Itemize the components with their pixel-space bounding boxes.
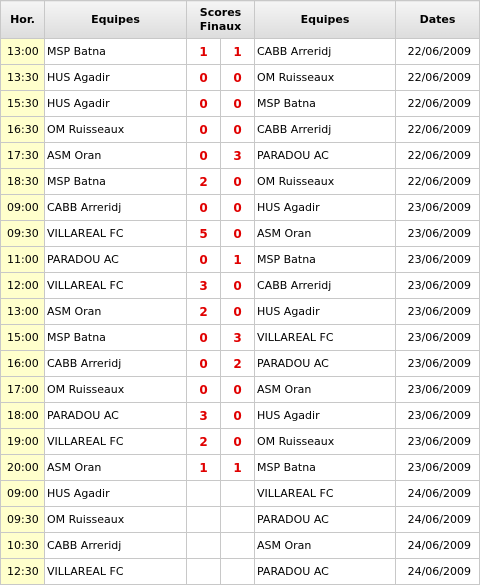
home-team: ASM Oran: [45, 143, 187, 169]
match-date: 23/06/2009: [396, 429, 480, 455]
home-score: 0: [187, 351, 221, 377]
table-row: [1, 195, 480, 221]
table-row: [1, 273, 480, 299]
match-date: 22/06/2009: [396, 169, 480, 195]
home-team: PARADOU AC: [45, 247, 187, 273]
away-team: OM Ruisseaux: [255, 429, 396, 455]
away-score: 1: [221, 455, 255, 481]
match-hour: 20:00: [1, 455, 45, 481]
header-date: Dates: [396, 1, 480, 39]
match-hour: 13:30: [1, 65, 45, 91]
home-score: 0: [187, 195, 221, 221]
match-hour: 09:00: [1, 195, 45, 221]
home-score: 0: [187, 247, 221, 273]
away-team: ASM Oran: [255, 221, 396, 247]
away-score: 1: [221, 39, 255, 65]
away-team: PARADOU AC: [255, 507, 396, 533]
home-team: ASM Oran: [45, 299, 187, 325]
home-score: 2: [187, 299, 221, 325]
away-team: CABB Arreridj: [255, 117, 396, 143]
away-score: 3: [221, 143, 255, 169]
match-hour: 16:00: [1, 351, 45, 377]
away-team: ASM Oran: [255, 377, 396, 403]
away-score: 0: [221, 429, 255, 455]
home-team: VILLAREAL FC: [45, 429, 187, 455]
home-team: HUS Agadir: [45, 65, 187, 91]
home-score: 1: [187, 455, 221, 481]
match-hour: 15:30: [1, 91, 45, 117]
home-score: 2: [187, 429, 221, 455]
table-row: [1, 143, 480, 169]
match-date: 23/06/2009: [396, 377, 480, 403]
match-hour: 11:00: [1, 247, 45, 273]
match-hour: 10:30: [1, 533, 45, 559]
header-hour: Hor.: [1, 1, 45, 39]
away-score: 0: [221, 377, 255, 403]
home-score: 0: [187, 325, 221, 351]
away-score: 0: [221, 117, 255, 143]
home-team: MSP Batna: [45, 39, 187, 65]
match-date: 23/06/2009: [396, 221, 480, 247]
home-score: 3: [187, 273, 221, 299]
match-hour: 18:00: [1, 403, 45, 429]
match-date: 22/06/2009: [396, 65, 480, 91]
away-score: 0: [221, 195, 255, 221]
home-score: [187, 533, 221, 559]
away-score: [221, 559, 255, 585]
match-hour: 09:30: [1, 507, 45, 533]
away-score: 1: [221, 247, 255, 273]
home-team: OM Ruisseaux: [45, 117, 187, 143]
table-row: [1, 507, 480, 533]
away-team: HUS Agadir: [255, 195, 396, 221]
home-team: CABB Arreridj: [45, 533, 187, 559]
table-row: [1, 403, 480, 429]
match-date: 22/06/2009: [396, 39, 480, 65]
match-hour: 19:00: [1, 429, 45, 455]
away-score: 0: [221, 221, 255, 247]
match-date: 23/06/2009: [396, 195, 480, 221]
table-row: [1, 247, 480, 273]
match-hour: 17:30: [1, 143, 45, 169]
home-team: MSP Batna: [45, 169, 187, 195]
match-date: 22/06/2009: [396, 143, 480, 169]
match-hour: 12:30: [1, 559, 45, 585]
table-row: [1, 221, 480, 247]
match-date: 24/06/2009: [396, 559, 480, 585]
home-score: 0: [187, 65, 221, 91]
home-team: OM Ruisseaux: [45, 377, 187, 403]
match-date: 23/06/2009: [396, 247, 480, 273]
match-date: 24/06/2009: [396, 481, 480, 507]
home-team: HUS Agadir: [45, 91, 187, 117]
home-score: [187, 507, 221, 533]
table-row: [1, 325, 480, 351]
match-hour: 18:30: [1, 169, 45, 195]
home-score: 0: [187, 91, 221, 117]
match-date: 23/06/2009: [396, 325, 480, 351]
away-score: 0: [221, 91, 255, 117]
away-score: 0: [221, 299, 255, 325]
table-row: [1, 559, 480, 585]
header-scores-line2: Finaux: [199, 19, 242, 33]
away-team: HUS Agadir: [255, 403, 396, 429]
match-hour: 12:00: [1, 273, 45, 299]
away-team: PARADOU AC: [255, 559, 396, 585]
home-score: 0: [187, 117, 221, 143]
match-hour: 09:00: [1, 481, 45, 507]
header-scores-line1: Scores: [199, 5, 242, 19]
match-hour: 17:00: [1, 377, 45, 403]
away-team: CABB Arreridj: [255, 273, 396, 299]
away-team: PARADOU AC: [255, 143, 396, 169]
match-hour: 15:00: [1, 325, 45, 351]
table-row: [1, 429, 480, 455]
match-date: 23/06/2009: [396, 455, 480, 481]
away-score: 0: [221, 65, 255, 91]
header-away-team: Equipes: [255, 1, 396, 39]
home-team: VILLAREAL FC: [45, 273, 187, 299]
away-score: 2: [221, 351, 255, 377]
header-row: [1, 1, 480, 39]
away-team: ASM Oran: [255, 533, 396, 559]
table-row: [1, 91, 480, 117]
away-score: [221, 533, 255, 559]
table-row: [1, 481, 480, 507]
away-team: PARADOU AC: [255, 351, 396, 377]
match-date: 23/06/2009: [396, 351, 480, 377]
away-score: 0: [221, 273, 255, 299]
away-team: MSP Batna: [255, 91, 396, 117]
table-row: [1, 39, 480, 65]
match-date: 22/06/2009: [396, 117, 480, 143]
table-row: [1, 169, 480, 195]
header-home-team: Equipes: [45, 1, 187, 39]
home-score: 5: [187, 221, 221, 247]
table-row: [1, 377, 480, 403]
home-score: 1: [187, 39, 221, 65]
away-team: OM Ruisseaux: [255, 65, 396, 91]
home-team: CABB Arreridj: [45, 351, 187, 377]
match-hour: 13:00: [1, 39, 45, 65]
home-score: 2: [187, 169, 221, 195]
away-team: VILLAREAL FC: [255, 481, 396, 507]
table-body: [1, 39, 480, 585]
table-row: [1, 533, 480, 559]
match-date: 24/06/2009: [396, 507, 480, 533]
away-score: 0: [221, 169, 255, 195]
match-date: 22/06/2009: [396, 91, 480, 117]
away-team: OM Ruisseaux: [255, 169, 396, 195]
table-row: [1, 117, 480, 143]
match-hour: 09:30: [1, 221, 45, 247]
away-score: 3: [221, 325, 255, 351]
away-team: HUS Agadir: [255, 299, 396, 325]
table-header: [1, 1, 480, 39]
match-hour: 13:00: [1, 299, 45, 325]
home-score: 0: [187, 377, 221, 403]
away-score: 0: [221, 403, 255, 429]
home-team: VILLAREAL FC: [45, 559, 187, 585]
table-row: [1, 455, 480, 481]
away-team: CABB Arreridj: [255, 39, 396, 65]
away-team: MSP Batna: [255, 455, 396, 481]
table-row: [1, 351, 480, 377]
home-score: [187, 481, 221, 507]
table-row: [1, 65, 480, 91]
header-scores: [187, 1, 255, 39]
home-team: ASM Oran: [45, 455, 187, 481]
home-team: PARADOU AC: [45, 403, 187, 429]
home-team: VILLAREAL FC: [45, 221, 187, 247]
away-team: MSP Batna: [255, 247, 396, 273]
home-score: [187, 559, 221, 585]
match-date: 24/06/2009: [396, 533, 480, 559]
home-score: 3: [187, 403, 221, 429]
match-hour: 16:30: [1, 117, 45, 143]
match-date: 23/06/2009: [396, 299, 480, 325]
match-date: 23/06/2009: [396, 403, 480, 429]
home-team: OM Ruisseaux: [45, 507, 187, 533]
away-score: [221, 481, 255, 507]
away-team: VILLAREAL FC: [255, 325, 396, 351]
away-score: [221, 507, 255, 533]
home-team: MSP Batna: [45, 325, 187, 351]
match-date: 23/06/2009: [396, 273, 480, 299]
home-team: HUS Agadir: [45, 481, 187, 507]
table-row: [1, 299, 480, 325]
home-score: 0: [187, 143, 221, 169]
home-team: CABB Arreridj: [45, 195, 187, 221]
